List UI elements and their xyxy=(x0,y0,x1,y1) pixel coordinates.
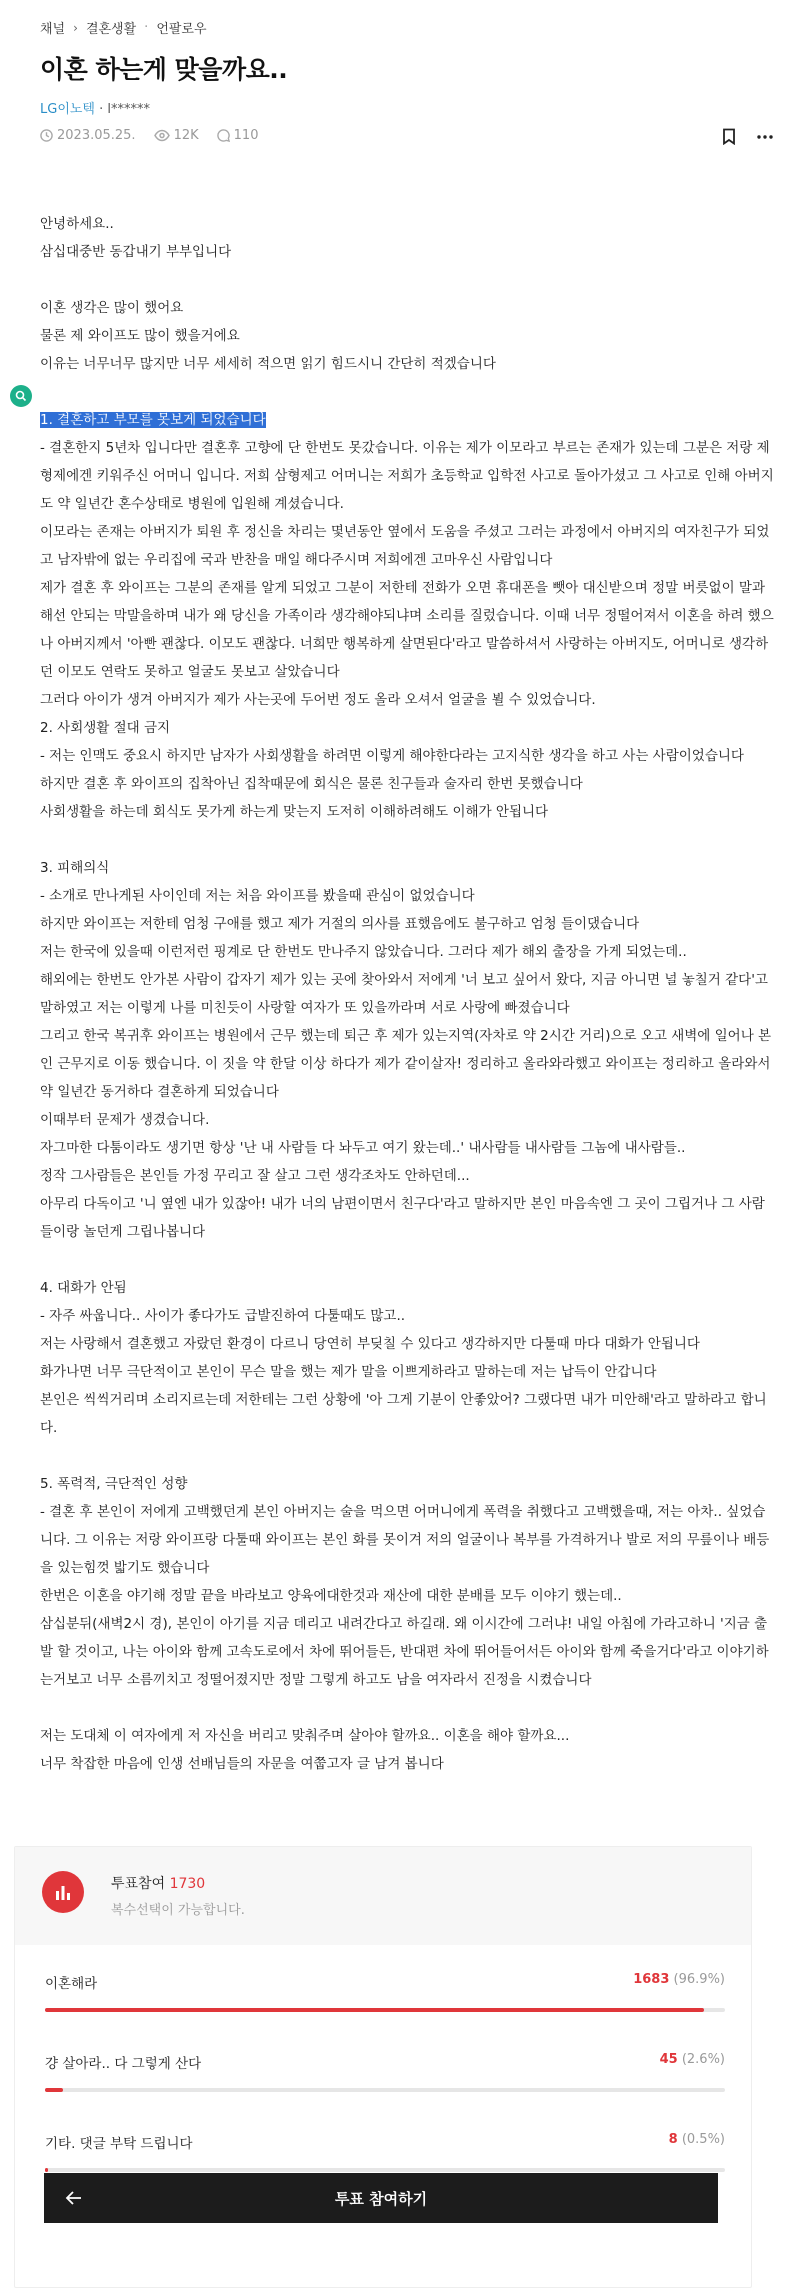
bar-chart-icon xyxy=(54,1884,72,1900)
date-text: 2023.05.25. xyxy=(57,128,136,143)
poll-chart-icon xyxy=(42,1871,84,1913)
poll-option-label: 이혼해라 xyxy=(45,1976,98,1992)
author-separator: · xyxy=(99,102,108,117)
poll-option-result xyxy=(660,2052,725,2067)
body-paragraph: 너무 착잡한 마음에 인생 선배님들의 자문을 여쭙고자 글 남겨 봅니다 xyxy=(40,1756,444,1772)
post-body xyxy=(40,210,775,1778)
page-title: 이혼 하는게 맞을까요.. xyxy=(40,55,288,84)
body-paragraph: 하지만 결혼 후 와이프의 집착아닌 집착때문에 회식은 물론 친구들과 술자리 한번 못했습니다 xyxy=(40,776,583,792)
body-paragraph xyxy=(40,1694,775,1722)
poll-option-votes: 45 xyxy=(659,2052,678,2067)
body-paragraph: 이때부터 문제가 생겼습니다. xyxy=(40,1112,210,1128)
poll-option-percent: (96.9%) xyxy=(673,1972,725,1987)
poll-subtitle: 복수선택이 가능합니다. xyxy=(111,1903,245,1918)
poll-option-bar-fill xyxy=(45,2168,48,2172)
arrow-left-icon xyxy=(64,2188,84,2208)
body-paragraph: 4. 대화가 안됨 xyxy=(40,1280,127,1296)
body-paragraph: 제가 결혼 후 와이프는 그분의 존재를 알게 되었고 그분이 저한테 전화가 오면 휴대폰을 뺏아 대신받으며 정말 버릇없이 말과 해선 안되는 막말을하며 내가 왜 당신을 가족이라 생각해야되냐며 소리를 질렀습니다. 이때 너무 정떨어져서 이혼을 하려 했으나 아버지께서 '아빤 괜찮다. 이모도 괜찮다. 너희만 행복하게 살면된다'라고 말씀하셔서 사랑하는 아버지도, 어머니로 생각하던 이모도 연락도 못하고 얼굴도 못보고 살았습니다 xyxy=(40,580,774,680)
poll-option-result xyxy=(669,2132,725,2147)
unfollow-link[interactable]: 언팔로우 xyxy=(156,22,207,37)
body-paragraph: 3. 피해의식 xyxy=(40,860,110,876)
body-paragraph: 해외에는 한번도 안가본 사람이 갑자기 제가 있는 곳에 찾아와서 저에게 '너 보고 싶어서 왔다, 지금 아니면 널 놓칠거 같다'고 말하였고 저는 이렇게 나를 미친듯이 사랑할 여자가 또 있을까라며 서로 사랑에 빠졌습니다 xyxy=(40,972,773,1016)
clock-icon xyxy=(40,129,53,142)
poll-option-votes: 8 xyxy=(668,2132,678,2147)
body-paragraph: 저는 사랑해서 결혼했고 자랐던 환경이 다르니 당연히 부딪칠 수 있다고 생각하지만 다툴때 마다 대화가 안됩니다 xyxy=(40,1336,700,1352)
body-paragraph: 저는 한국에 있을때 이런저런 핑계로 단 한번도 만나주지 않았습니다. 그러다 제가 해외 출장을 가게 되었는데.. xyxy=(40,944,687,960)
body-paragraph: 물론 제 와이프도 많이 했을거에요 xyxy=(40,328,240,344)
body-paragraph: 화가나면 너무 극단적이고 본인이 무슨 말을 했는 제가 말을 이쁘게하라고 말하는데 저는 납득이 안갑니다 xyxy=(40,1364,657,1380)
body-paragraph: 5. 폭력적, 극단적인 성향 xyxy=(40,1476,188,1492)
body-paragraph: 아무리 다독이고 '니 옆엔 내가 있잖아! 내가 너의 남편이면서 친구다'라고 말하지만 본인 마음속엔 그 곳이 그립거나 그 사람들이랑 놀던게 그립나봅니다 xyxy=(40,1196,765,1240)
post-body-main xyxy=(40,434,775,1778)
breadcrumb-category[interactable]: 결혼생활 xyxy=(85,22,137,37)
poll-option-label: 걍 살아라.. 다 그렇게 산다 xyxy=(45,2056,202,2072)
bookmark-icon[interactable] xyxy=(722,128,736,145)
body-paragraph xyxy=(40,1442,775,1470)
poll-option[interactable] xyxy=(45,2132,725,2152)
author-info xyxy=(40,98,150,117)
more-options-icon[interactable] xyxy=(756,128,774,145)
comment-icon xyxy=(217,129,230,142)
body-paragraph xyxy=(40,266,775,294)
poll-option[interactable] xyxy=(45,1972,725,1992)
vote-button[interactable] xyxy=(44,2173,718,2223)
poll-option-bar-fill xyxy=(45,2088,63,2092)
body-paragraph: 정작 그사람들은 본인들 가정 꾸리고 잘 살고 그런 생각조차도 안하던데... xyxy=(40,1168,470,1184)
poll-title-label: 투표참여 xyxy=(111,1876,166,1892)
poll-option-bar xyxy=(45,2168,725,2172)
body-paragraph: - 결혼한지 5년차 입니다만 결혼후 고향에 단 한번도 못갔습니다. 이유는 제가 이모라고 부르는 존재가 있는데 그분은 저랑 제 형제에겐 키워주신 어머니 입니다. 저희 삼형제고 어머니는 저희가 초등학교 입학전 사고로 돌아가셨고 그 사고로 인해 아버지도 약 일년간 혼수상태로 병원에 입원해 계셨습니다. xyxy=(40,440,775,512)
highlighted-text: 1. 결혼하고 부모를 못보게 되었습니다 xyxy=(40,412,266,428)
magnifier-icon xyxy=(15,390,27,402)
poll-header xyxy=(15,1847,751,1945)
poll-option-bar-fill xyxy=(45,2008,704,2012)
body-paragraph xyxy=(40,1246,775,1274)
body-paragraph: - 자주 싸웁니다.. 사이가 좋다가도 급발진하여 다툴때도 많고.. xyxy=(40,1308,406,1324)
poll-option-percent: (2.6%) xyxy=(681,2052,725,2067)
poll-option-votes: 1683 xyxy=(633,1972,670,1987)
poll-title xyxy=(111,1873,205,1893)
body-paragraph: 이혼 생각은 많이 했어요 xyxy=(40,300,184,316)
poll-option[interactable] xyxy=(45,2052,725,2072)
author-name: l****** xyxy=(107,102,151,117)
eye-icon xyxy=(154,129,170,142)
body-paragraph: 그리고 한국 복귀후 와이프는 병원에서 근무 했는데 퇴근 후 제가 있는지역(자차로 약 2시간 거리)으로 오고 새벽에 일어나 본인 근무지로 이동 했습니다. 이 짓을 약 한달 이상 하다가 제가 같이살자! 정리하고 올라와라했고 와이프는 정리하고 올라와서 약 일년간 동거하다 결혼하게 되었습니다 xyxy=(40,1028,775,1100)
body-paragraph: 삼십분뒤(새벽2시 경), 본인이 아기를 지금 데리고 내려간다고 하길래. 왜 이시간에 그러냐! 내일 아침에 가라고하니 '지금 출발 할 것이고, 나는 아이와 함께 고속도로에서 차에 뛰어들든, 반대편 차에 뛰어들어서든 아이와 함께 죽을거다'라고 이야기하는거보고 너무 소름끼치고 정떨어졌지만 정말 그렇게 하고도 남을 여자라서 진정을 시켰습니다 xyxy=(40,1616,769,1688)
vote-button-label: 투표 참여하기 xyxy=(334,2189,428,2208)
post-actions xyxy=(722,128,774,145)
views-text: 12K xyxy=(173,128,199,143)
body-paragraph: - 저는 인맥도 중요시 하지만 남자가 사회생활을 하려면 이렇게 해야한다라는 고지식한 생각을 하고 사는 사람이었습니다 xyxy=(40,748,744,764)
body-paragraph: 본인은 씩씩거리며 소리지르는데 저한테는 그런 상황에 '아 그게 기분이 안좋았어? 그랬다면 내가 미안해'라고 말하라고 합니다. xyxy=(40,1392,767,1436)
poll-option-bar xyxy=(45,2088,725,2092)
body-paragraph xyxy=(40,826,775,854)
author-company[interactable]: LG이노텍 xyxy=(40,102,95,117)
body-paragraph: 이모라는 존재는 아버지가 퇴원 후 정신을 차리는 몇년동안 옆에서 도움을 주셨고 그러는 과정에서 아버지의 여자친구가 되었고 남자밖에 없는 우리집에 국과 반찬을 매일 해다주시며 저희에겐 고마우신 사람입니다 xyxy=(40,524,770,568)
poll-option-bar xyxy=(45,2008,725,2012)
body-paragraph: - 소개로 만나게된 사이인데 저는 처음 와이프를 봤을때 관심이 없었습니다 xyxy=(40,888,475,904)
post-views xyxy=(154,128,199,143)
body-paragraph: 하지만 와이프는 저한테 엄청 구애를 했고 제가 거절의 의사를 표했음에도 불구하고 엄청 들이댔습니다 xyxy=(40,916,640,932)
body-paragraph: 저는 도대체 이 여자에게 저 자신을 버리고 맞춰주며 살아야 할까요.. 이혼을 해야 할까요... xyxy=(40,1728,570,1744)
poll-option-percent: (0.5%) xyxy=(681,2132,725,2147)
body-paragraph: 사회생활을 하는데 회식도 못가게 하는게 맞는지 도저히 이해하려해도 이해가 안됩니다 xyxy=(40,804,549,820)
comments-count: 110 xyxy=(233,128,259,143)
breadcrumb-channel[interactable]: 채널 xyxy=(40,22,66,37)
poll-option-result xyxy=(633,1972,725,1987)
body-paragraph xyxy=(40,378,775,406)
body-paragraph: - 결혼 후 본인이 저에게 고백했던게 본인 아버지는 술을 먹으면 어머니에게 폭력을 취했다고 고백했을때, 저는 아차.. 싶었습니다. 그 이유는 저랑 와이프랑 다툴때 와이프는 본인 화를 못이겨 저의 얼굴이나 복부를 가격하거나 발로 저의 무릎이나 배등을 있는힘껏 밟기도 했습니다 xyxy=(40,1504,770,1576)
poll-participant-count: 1730 xyxy=(169,1876,206,1892)
body-paragraph: 이유는 너무너무 많지만 너무 세세히 적으면 읽기 힘드시니 간단히 적겠습니다 xyxy=(40,356,496,372)
breadcrumb xyxy=(40,18,207,37)
body-paragraph: 그러다 아이가 생겨 아버지가 제가 사는곳에 두어번 정도 올라 오셔서 얼굴을 뵐 수 있었습니다. xyxy=(40,692,596,708)
post-meta xyxy=(40,128,258,143)
poll-option-label: 기타. 댓글 부탁 드립니다 xyxy=(45,2136,193,2152)
search-quote-icon[interactable] xyxy=(10,385,32,407)
body-paragraph: 2. 사회생활 절대 금지 xyxy=(40,720,171,736)
body-paragraph: 삼십대중반 동갑내기 부부입니다 xyxy=(40,244,232,260)
chevron-right-icon: › xyxy=(73,20,78,35)
body-paragraph: 한번은 이혼을 야기해 정말 끝을 바라보고 양육에대한것과 재산에 대한 분배를 모두 이야기 했는데.. xyxy=(40,1588,622,1604)
post-date xyxy=(40,128,136,143)
post-body-intro xyxy=(40,210,775,406)
body-paragraph: 자그마한 다툼이라도 생기면 항상 '난 내 사람들 다 놔두고 여기 왔는데..' 내사람들 내사람들 그놈에 내사람들.. xyxy=(40,1140,686,1156)
separator-dot: · xyxy=(144,20,149,35)
post-comments[interactable] xyxy=(217,128,259,143)
body-paragraph: 안녕하세요.. xyxy=(40,216,114,232)
